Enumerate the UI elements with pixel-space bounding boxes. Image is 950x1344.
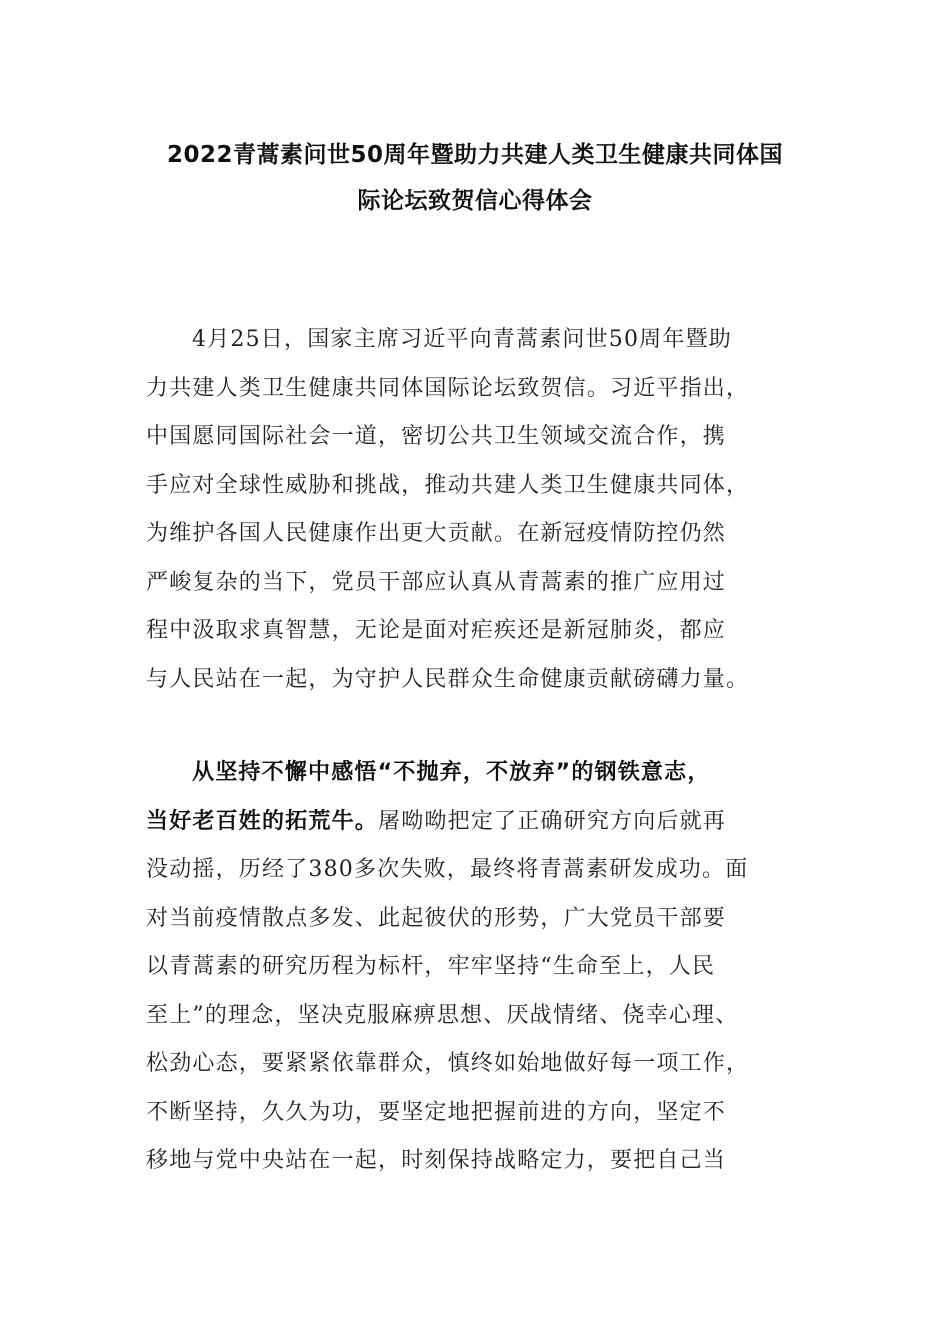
paragraph-text: 屠呦呦把定了正确研究方向后就再 <box>378 808 727 834</box>
title-line: 2022青蒿素问世50周年暨助力共建人类卫生健康共同体国 <box>166 142 784 168</box>
document-title <box>100 132 850 224</box>
paragraph-line: 为维护各国人民健康作出更大贡献。在新冠疫情防控仍然 <box>146 521 727 546</box>
paragraph-line: 严峻复杂的当下，党员干部应认真从青蒿素的推广应用过 <box>146 569 727 595</box>
paragraph-line <box>146 749 806 798</box>
paragraph-line: 以青蒿素的研究历程为标杆，牢牢坚持“生命至上，人民 <box>146 954 716 979</box>
paragraph-line <box>146 798 806 847</box>
paragraph-line: 移地与党中央站在一起，时刻保持战略定力，要把自己当 <box>146 1148 727 1173</box>
paragraph-2 <box>146 749 806 1186</box>
paragraph-line: 力共建人类卫生健康共同体国际论坛致贺信。习近平指出， <box>146 375 750 401</box>
title-line: 际论坛致贺信心得体会 <box>357 188 593 214</box>
paragraph-line: 对当前疫情散点多发、此起彼伏的形势，广大党员干部要 <box>146 905 727 931</box>
paragraph-line: 与人民站在一起，为守护人民群众生命健康贡献磅礴力量。 <box>146 666 750 692</box>
paragraph-line: 没动摇，历经了380多次失败，最终将青蒿素研发成功。面 <box>146 857 749 882</box>
section-heading-text: 从坚持不懈中感悟“不抛弃，不放弃”的钢铁意志， <box>192 760 711 785</box>
paragraph-line: 中国愿同国际社会一道，密切公共卫生领域交流合作，携 <box>146 424 727 449</box>
paragraph-line: 程中汲取求真智慧，无论是面对疟疾还是新冠肺炎，都应 <box>146 618 727 643</box>
paragraph-1 <box>146 316 806 704</box>
paragraph-line: 松劲心态，要紧紧依靠群众，慎终如始地做好每一项工作， <box>146 1051 750 1076</box>
paragraph-line: 手应对全球性威胁和挑战，推动共建人类卫生健康共同体， <box>146 472 750 498</box>
paragraph-line: 至上”的理念，坚决克服麻痹思想、厌战情绪、侥幸心理、 <box>146 1002 739 1028</box>
section-heading-text: 当好老百姓的拓荒牛。 <box>146 808 379 834</box>
paragraph-line: 4月25日，国家主席习近平向青蒿素问世50周年暨助 <box>192 327 732 352</box>
paragraph-line: 不断坚持，久久为功，要坚定地把握前进的方向，坚定不 <box>146 1099 727 1125</box>
